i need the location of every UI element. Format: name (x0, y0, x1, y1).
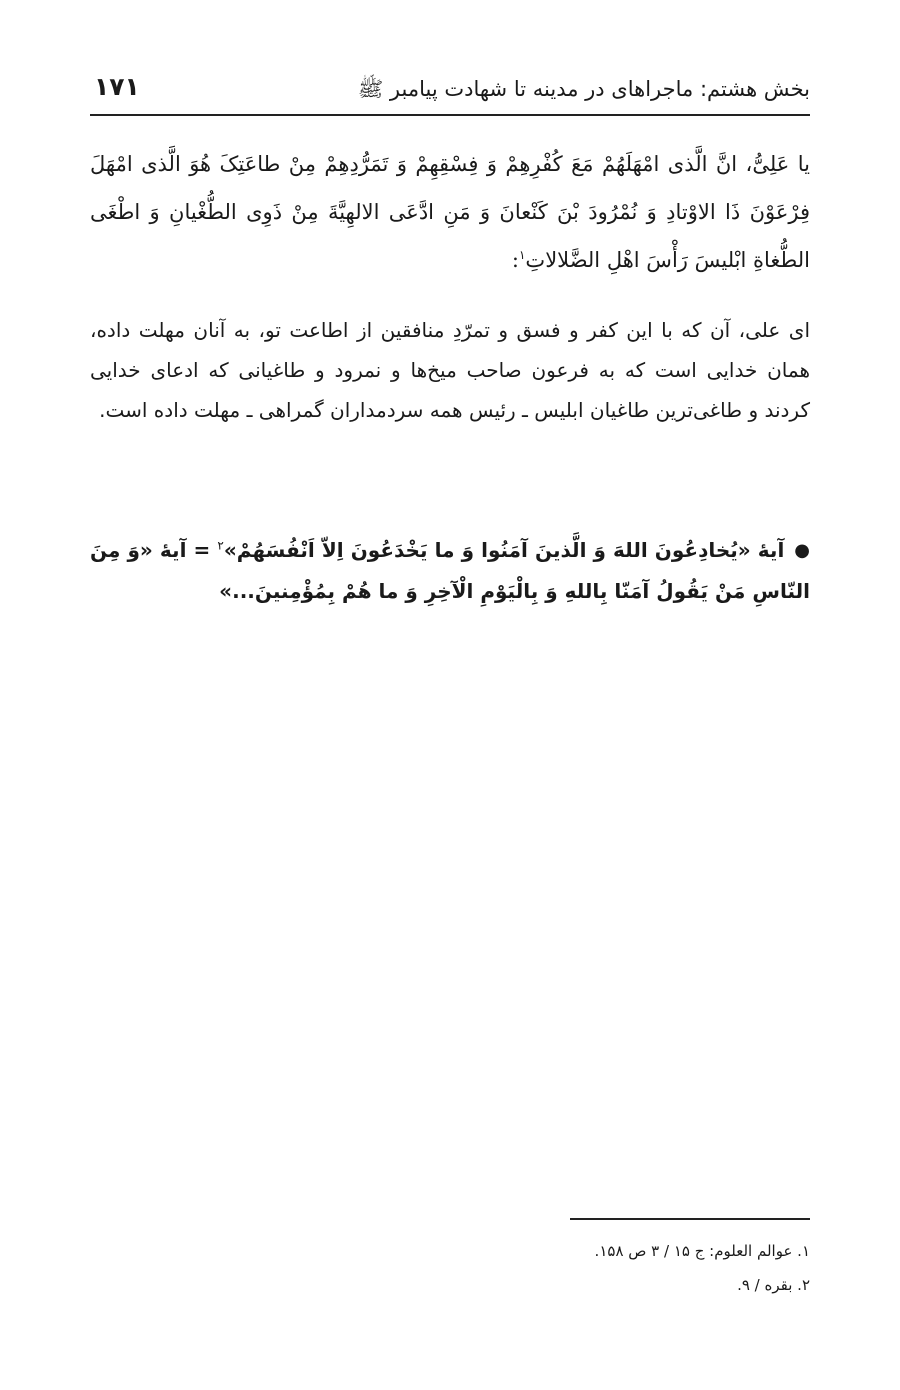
chapter-title: بخش هشتم: ماجراهای در مدینه تا شهادت پیامبر ﷺ (357, 77, 810, 101)
verse-list-item (90, 530, 810, 611)
footnote-ref-1: ۱ (518, 248, 526, 262)
persian-translation: ای علی، آن که با این کفر و فسق و تمرّدِ منافقین از اطاعت تو، به آنان مهلت داده، همان خدایی است که به فرعون صاحب میخ‌ها و نمرود و طاغیانی که ادعای خدایی کردند و طاغی‌ترین طاغیان ابلیس ـ رئیس همه سردمداران گمراهی ـ مهلت داده است. (90, 318, 810, 422)
page-number: ۱۷۱ (94, 72, 140, 101)
book-page (90, 0, 810, 1390)
verse-part-2: = آیهٔ «وَ مِنَ النّاسِ مَنْ یَقُولُ آمَنّا بِاللهِ وَ بِالْیَوْمِ الْآخِرِ وَ ما هُمْ بِمُؤْمِنینَ...» (90, 538, 810, 603)
arabic-hadith-quote (90, 140, 810, 284)
arabic-quote-colon: : (511, 248, 519, 272)
footnote-2: ۲. بقره / ۹. (737, 1276, 810, 1294)
footnote-divider (570, 1218, 810, 1220)
footnote-ref-2: ۲ (217, 538, 224, 553)
footnote-1: ۱. عوالم العلوم: ج ۱۵ / ۳ ص ۱۵۸. (594, 1242, 810, 1260)
running-header (90, 62, 810, 116)
verse-part-1: آیهٔ «یُخادِعُونَ اللهَ وَ الَّذینَ آمَنُوا وَ ما یَخْدَعُونَ اِلاّ اَنْفُسَهُمْ» (223, 538, 785, 562)
footnotes (90, 1234, 810, 1302)
arabic-quote-text: یا عَلِیُّ، انَّ الَّذی امْهَلَهُمْ مَعَ کُفْرِهِمْ وَ فِسْقِهِمْ وَ تَمَرُّدِهِمْ مِنْ طاعَتِکَ هُوَ الَّذی امْهَلَ فِرْعَوْنَ ذَا الاوْتادِ وَ نُمْرُودَ بْنَ کَنْعانَ وَ مَنِ ادَّعَی الالهِیَّةَ مِنْ ذَوِی الطُّغْیانِ وَ اطْغَی الطُّغاةِ ابْلیسَ رَأْسَ اهْلِ الضَّلالاتِ (90, 152, 810, 272)
bullet-icon: ● (794, 540, 811, 561)
